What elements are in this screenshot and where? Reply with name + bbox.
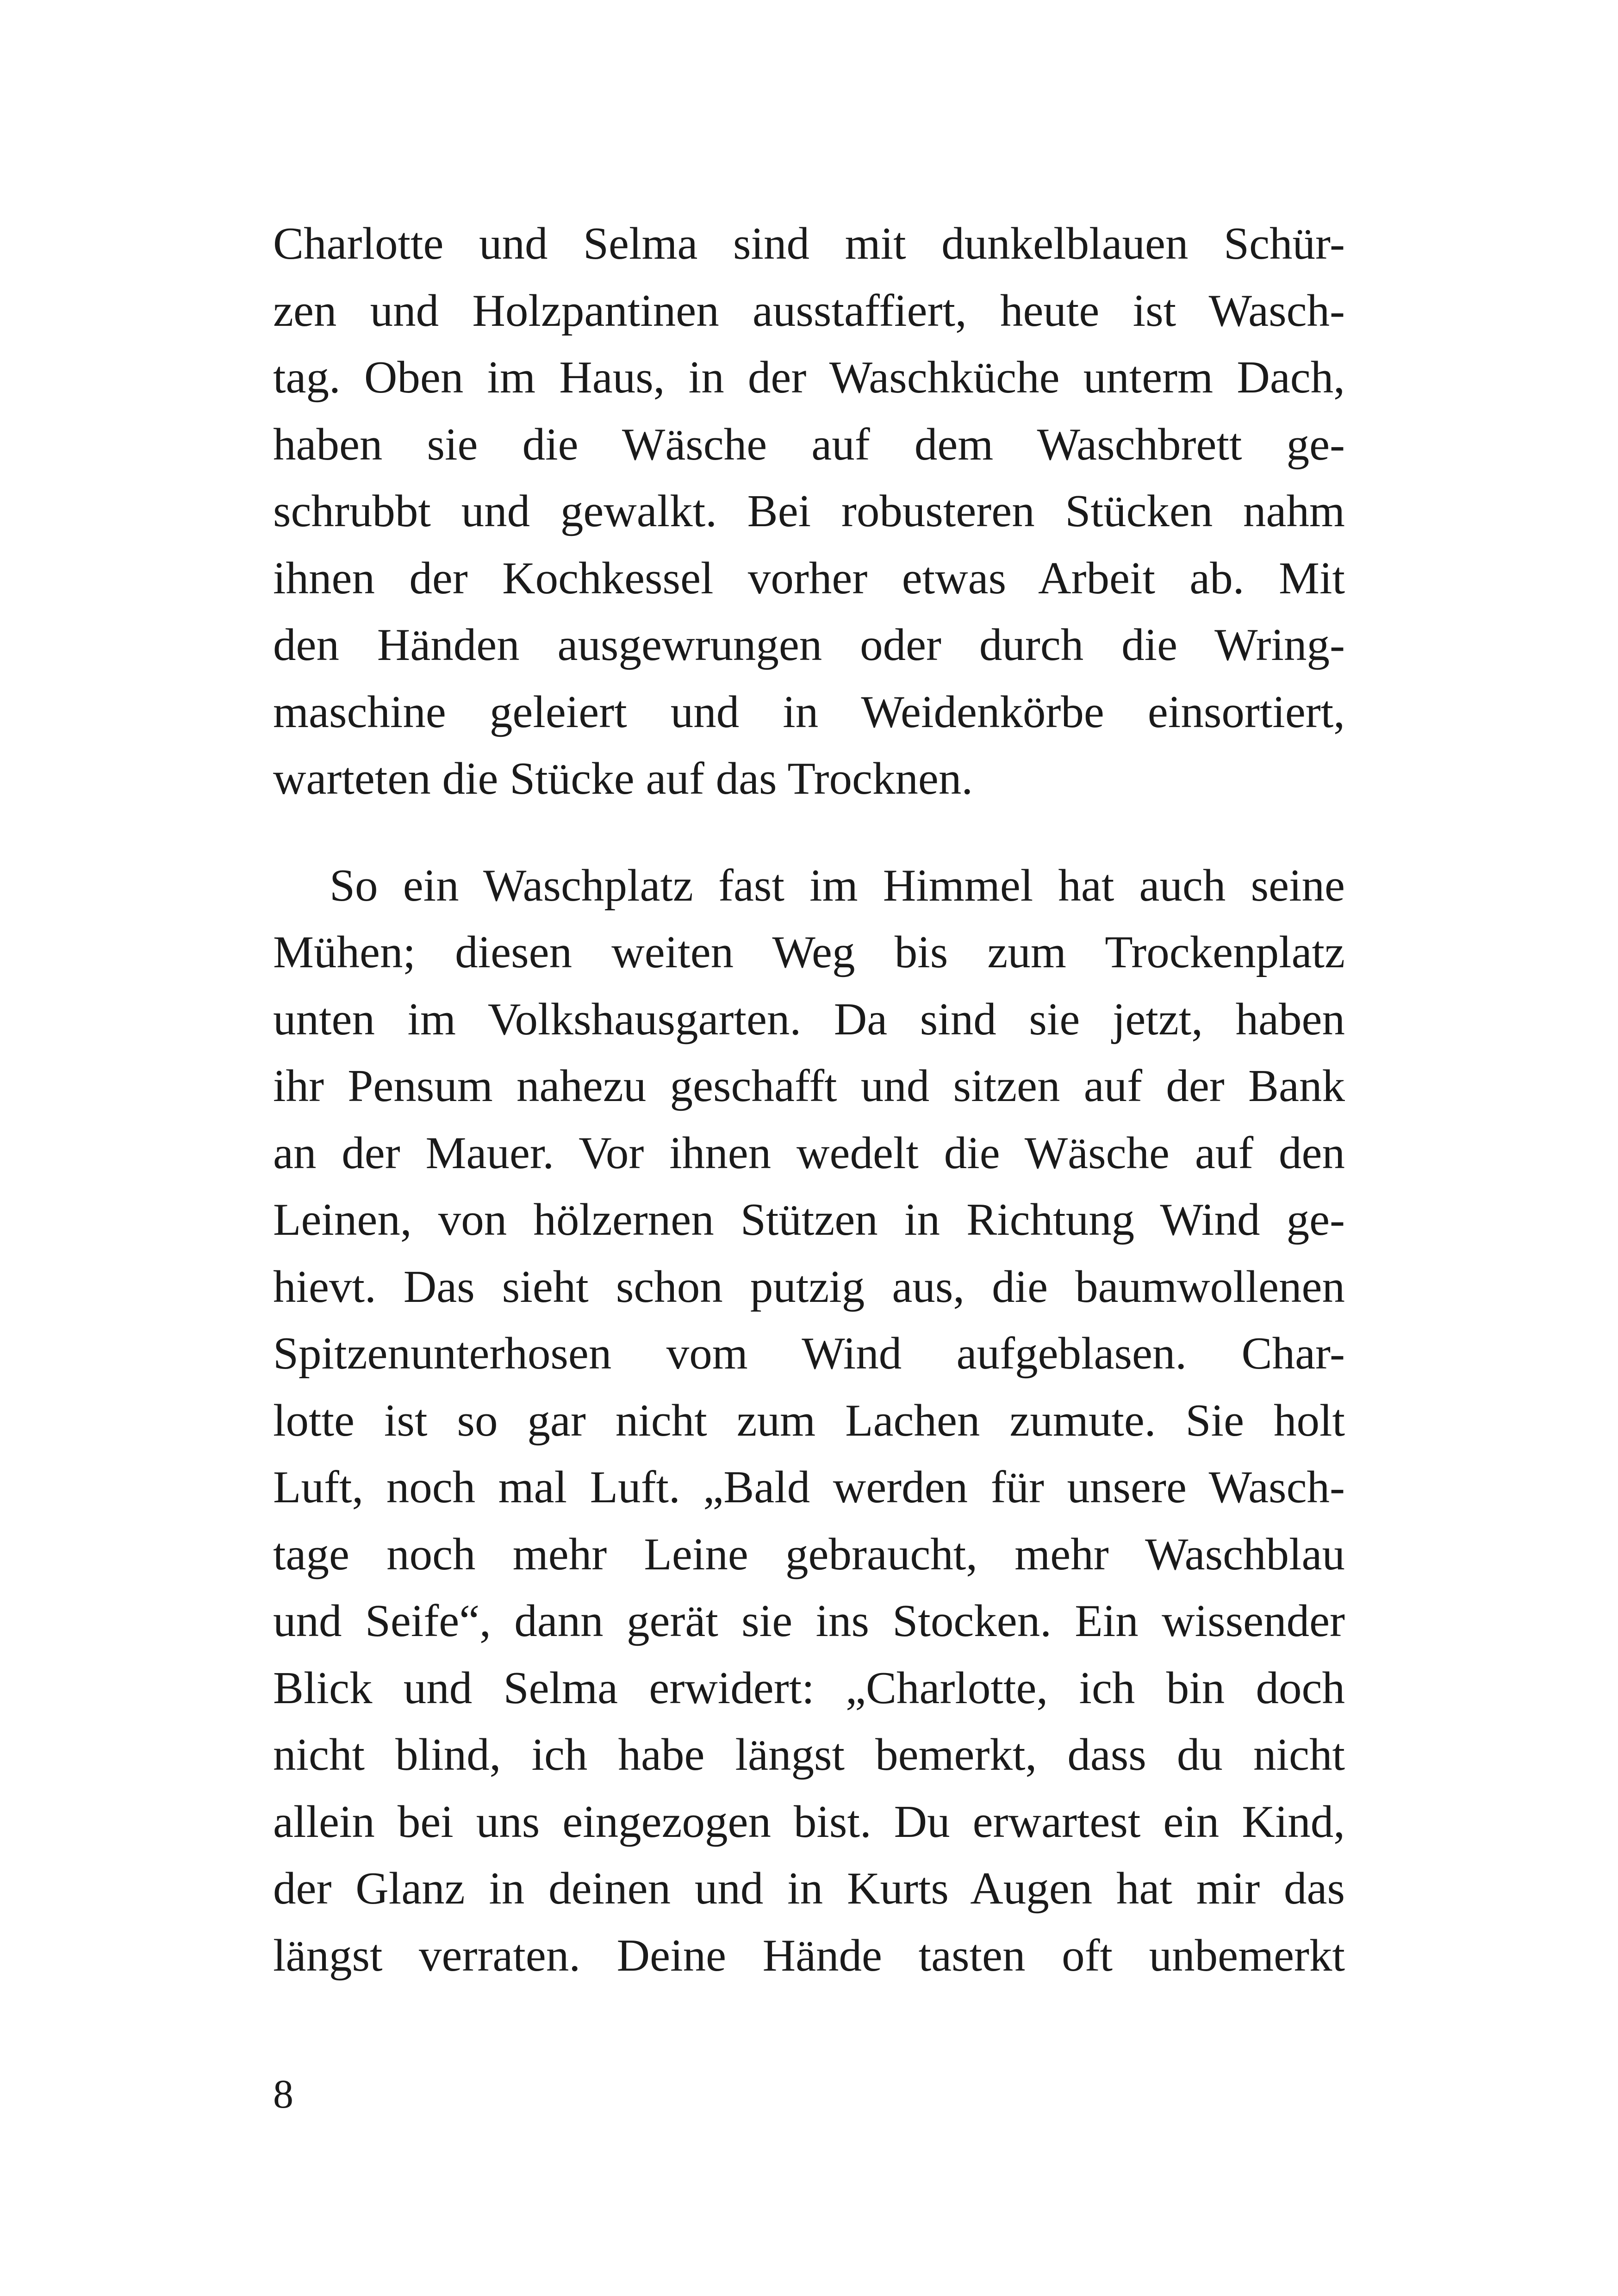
text-line: warteten die Stücke auf das Trocknen.	[273, 753, 973, 804]
text-line: und Seife“, dann gerät sie ins Stocken. Ein wissender	[273, 1596, 1345, 1646]
text-line: schrubbt und gewalkt. Bei robusteren Stücken nahm	[273, 486, 1345, 536]
text-line: Charlotte und Selma sind mit dunkelblauen Schür-	[273, 218, 1345, 269]
text-line: Leinen, von hölzernen Stützen in Richtung Wind ge-	[273, 1195, 1345, 1245]
text-line: maschine geleiert und in Weidenkörbe einsortiert,	[273, 686, 1345, 737]
paragraph-2	[273, 852, 1345, 1990]
body-text	[273, 211, 1345, 1989]
text-line: allein bei uns eingezogen bist. Du erwartest ein Kind,	[273, 1796, 1345, 1847]
text-line: Blick und Selma erwidert: „Charlotte, ich bin doch	[273, 1662, 1345, 1713]
paragraph-gap	[273, 813, 1345, 852]
text-line: Luft, noch mal Luft. „Bald werden für unsere Wasch-	[273, 1462, 1345, 1512]
text-line: Mühen; diesen weiten Weg bis zum Trockenplatz	[273, 927, 1345, 977]
text-line: der Glanz in deinen und in Kurts Augen hat mir das	[273, 1863, 1345, 1914]
paragraph-1	[273, 211, 1345, 813]
text-line: ihr Pensum nahezu geschafft und sitzen auf der Bank	[273, 1061, 1345, 1111]
text-line: ihnen der Kochkessel vorher etwas Arbeit ab. Mit	[273, 553, 1345, 604]
text-line: tag. Oben im Haus, in der Waschküche unterm Dach,	[273, 352, 1345, 403]
text-line: den Händen ausgewrungen oder durch die Wring-	[273, 620, 1345, 670]
page-number: 8	[273, 2072, 293, 2117]
text-line: unten im Volkshausgarten. Da sind sie jetzt, haben	[273, 994, 1345, 1045]
text-line: Spitzenunterhosen vom Wind aufgeblasen. Char-	[273, 1328, 1345, 1379]
text-line: tage noch mehr Leine gebraucht, mehr Waschblau	[273, 1529, 1345, 1580]
text-line: So ein Waschplatz fast im Himmel hat auch seine	[330, 860, 1345, 911]
text-line: haben sie die Wäsche auf dem Waschbrett ge-	[273, 419, 1345, 470]
text-line: zen und Holzpantinen ausstaffiert, heute ist Wasch-	[273, 285, 1345, 336]
text-line: nicht blind, ich habe längst bemerkt, dass du nicht	[273, 1730, 1345, 1780]
text-line: längst verraten. Deine Hände tasten oft unbemerkt	[273, 1930, 1345, 1981]
text-line: lotte ist so gar nicht zum Lachen zumute. Sie holt	[273, 1395, 1345, 1446]
text-line: an der Mauer. Vor ihnen wedelt die Wäsche auf den	[273, 1127, 1345, 1178]
text-line: hievt. Das sieht schon putzig aus, die baumwollenen	[273, 1261, 1345, 1312]
